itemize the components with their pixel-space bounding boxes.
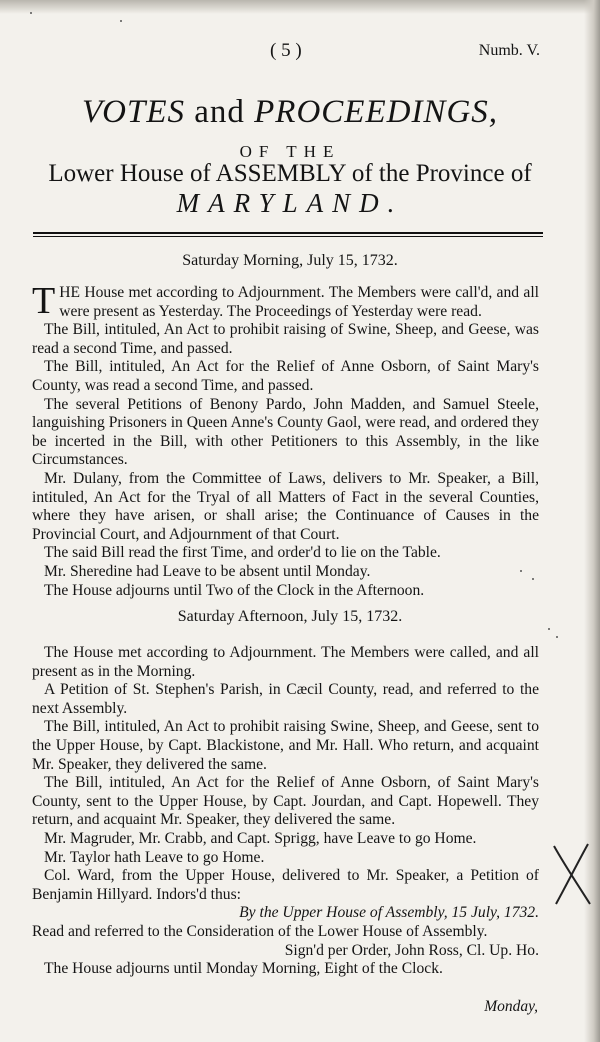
title-of-the: OF THE bbox=[239, 142, 341, 161]
scan-speck bbox=[30, 12, 32, 14]
scan-speck bbox=[120, 20, 122, 22]
main-title bbox=[30, 94, 550, 131]
morning-heading: Saturday Morning, July 15, 1732. bbox=[182, 252, 398, 269]
morning-section bbox=[32, 280, 539, 600]
afternoon-paragraph: Mr. Taylor hath Leave to go Home. bbox=[44, 848, 265, 866]
signature-line: Sign'd per Order, John Ross, Cl. Up. Ho. bbox=[284, 941, 539, 959]
afternoon-paragraph: Col. Ward, from the Upper House, delivered to Mr. Speaker, a Petition of Benjamin Hillyard. Indors'd thus: bbox=[32, 867, 539, 903]
afternoon-paragraph: The Bill, intituled, An Act to prohibit raising Swine, Sheep, and Geese, sent to the Upper House, by Capt. Blackistone, and Mr. Hall. Who return, and acquaint Mr. Speaker, they delivered the same. bbox=[32, 718, 539, 773]
handwritten-x-mark-icon bbox=[548, 842, 596, 908]
issue-number: Numb. V. bbox=[478, 42, 540, 59]
morning-paragraph: Mr. Dulany, from the Committee of Laws, delivers to Mr. Speaker, a Bill, intituled, An Act for the Tryal of all Matters of Fact in the several Counties, where they have arisen, or shall arise; the Continuance of Causes in the Provincial Court, and Adjournment of that Court. bbox=[32, 469, 539, 543]
title-rule-thin bbox=[33, 236, 543, 237]
afternoon-paragraph: A Petition of St. Stephen's Parish, in Cæcil County, read, and referred to the next Assembly. bbox=[32, 681, 539, 717]
closing-line: The House adjourns until Monday Morning, Eight of the Clock. bbox=[44, 960, 443, 978]
scan-speck bbox=[532, 578, 534, 580]
scan-speck bbox=[556, 636, 558, 638]
afternoon-section bbox=[32, 644, 539, 979]
morning-paragraph: The Bill, intituled, An Act for the Relief of Anne Osborn, of Saint Mary's County, was read a second Time, and passed. bbox=[32, 358, 539, 394]
morning-paragraph: The several Petitions of Benony Pardo, John Madden, and Samuel Steele, languishing Prisoners in Queen Anne's County Gaol, were read, and ordered they be incerted in the Bill, with other Petitioners to this Assembly, in the like Circumstances. bbox=[32, 395, 539, 469]
title-lower-house: Lower House of ASSEMBLY of the Province of bbox=[48, 160, 532, 187]
afternoon-paragraph: The Bill, intituled, An Act for the Relief of Anne Osborn, of Saint Mary's County, sent to the Upper House, by Capt. Jourdan, and Capt. Hopewell. They return, and acquaint Mr. Speaker, they delivered the same. bbox=[32, 774, 539, 829]
title-maryland: MARYLAND. bbox=[176, 188, 404, 218]
morning-paragraph: THE House met according to Adjournment. The Members were call'd, and all were present as Yesterday. The Proceedings of Yesterday were read. bbox=[32, 280, 539, 322]
page-number: ( 5 ) bbox=[270, 40, 302, 61]
morning-paragraph: Mr. Sheredine had Leave to be absent until Monday. bbox=[44, 562, 371, 580]
referral-line: Read and referred to the Consideration of the Lower House of Assembly. bbox=[32, 922, 488, 940]
afternoon-paragraph: Mr. Magruder, Mr. Crabb, and Capt. Sprigg, have Leave to go Home. bbox=[44, 829, 477, 847]
page-header bbox=[0, 40, 600, 66]
title-rule bbox=[33, 232, 543, 234]
scan-speck bbox=[520, 570, 522, 572]
morning-paragraph: The said Bill read the first Time, and order'd to lie on the Table. bbox=[44, 544, 441, 562]
scan-top-edge bbox=[0, 0, 600, 14]
morning-paragraph: The House adjourns until Two of the Clock in the Afternoon. bbox=[44, 581, 425, 599]
afternoon-paragraph: The House met according to Adjournment. The Members were called, and all present as in the Morning. bbox=[32, 644, 539, 680]
title-and: and bbox=[184, 94, 255, 130]
catchword: Monday, bbox=[484, 998, 538, 1015]
afternoon-heading: Saturday Afternoon, July 15, 1732. bbox=[177, 608, 403, 625]
drop-cap: T bbox=[32, 280, 56, 322]
endorsement-line: By the Upper House of Assembly, 15 July, 1732. bbox=[239, 904, 539, 922]
morning-paragraph: The Bill, intituled, An Act to prohibit raising of Swine, Sheep, and Geese, was read a second Time, and passed. bbox=[32, 321, 539, 357]
title-proceedings: PROCEEDINGS, bbox=[254, 94, 499, 130]
title-votes: VOTES bbox=[81, 94, 185, 130]
scan-speck bbox=[548, 628, 550, 630]
